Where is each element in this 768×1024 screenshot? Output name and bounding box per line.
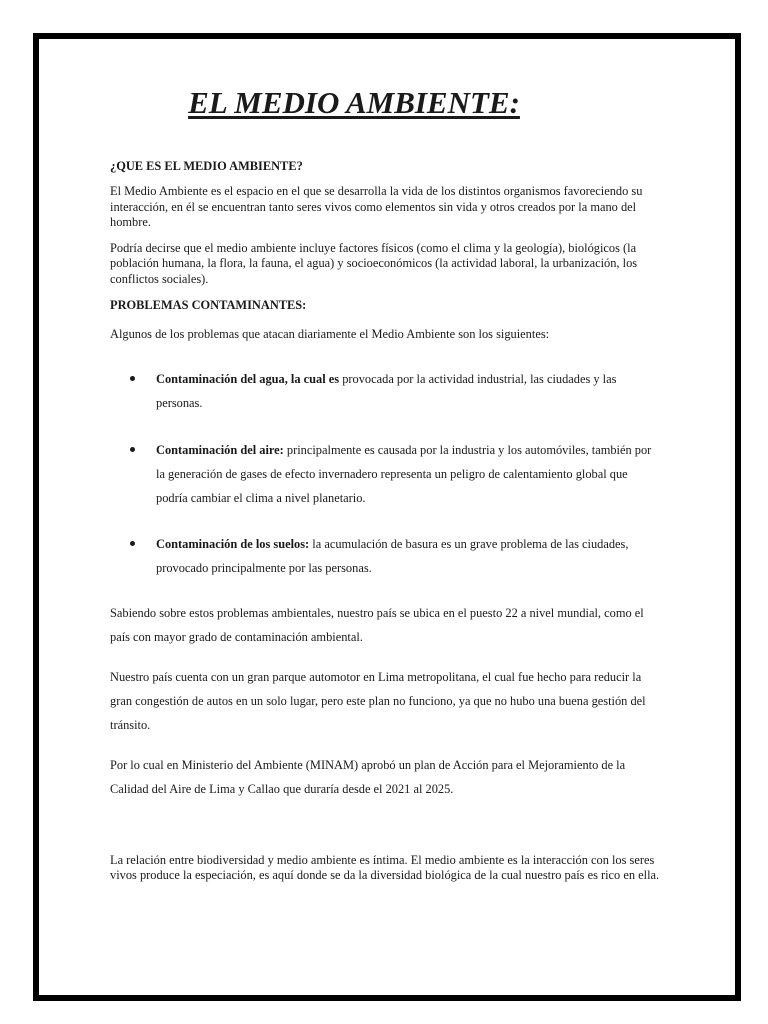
paragraph-ranking: Sabiendo sobre estos problemas ambientales, nuestro país se ubica en el puesto 22 a nivel mundial, como el país con mayor grado de contaminación ambiental. (110, 605, 644, 644)
bullet-icon (130, 376, 135, 381)
section-heading-problemas: PROBLEMAS CONTAMINANTES: (110, 298, 307, 312)
bullet-text: provocada por la actividad industrial, las ciudades y las personas. (156, 371, 617, 410)
paragraph-definition: El Medio Ambiente es el espacio en el que se desarrolla la vida de los distintos organismos favoreciendo su interacción, en él se encuentran tanto seres vivos como elementos sin vida y otros creados por la mano del hombre. (110, 184, 643, 229)
bullet-icon (130, 447, 135, 452)
paragraph-minam: Por lo cual en Ministerio del Ambiente (MINAM) aprobó un plan de Acción para el Mejoramiento de la Calidad del Aire de Lima y Callao que duraría desde el 2021 al 2025. (110, 757, 626, 796)
paragraph-traffic: Nuestro país cuenta con un gran parque automotor en Lima metropolitana, el cual fue hecho para reducir la gran congestión de autos en un solo lugar, pero este plan no funciono, ya que no hubo una buena gestión del tránsito. (110, 669, 646, 732)
paragraph-problems-intro: Algunos de los problemas que atacan diariamente el Medio Ambiente son los siguientes: (110, 327, 550, 341)
list-item-soil (110, 532, 662, 580)
bullet-icon (130, 541, 135, 546)
document-title: EL MEDIO AMBIENTE: (188, 85, 520, 120)
bullet-text: la acumulación de basura es un grave problema de las ciudades, provocado principalmente por las personas. (156, 536, 629, 575)
bullet-label: Contaminación del aire: (156, 442, 284, 457)
problems-list (110, 367, 662, 580)
bullet-label: Contaminación de los suelos: (156, 536, 310, 551)
paragraph-factors: Podría decirse que el medio ambiente incluye factores físicos (como el clima y la geología), biológicos (la población humana, la flora, la fauna, el agua) y socioeconómicos (la actividad laboral, la urbanización, los conflictos sociales). (110, 240, 638, 286)
bullet-text: principalmente es causada por la industria y los automóviles, también por la generación de gases de efecto invernadero representa un peligro de calentamiento global que podría cambiar el clima a nivel planetario. (156, 442, 652, 505)
list-item-water (110, 367, 662, 415)
list-item-air (110, 438, 662, 510)
document-body (110, 158, 662, 894)
bullet-label: Contaminación del agua, la cual es (156, 371, 340, 386)
section-heading-que-es: ¿QUE ES EL MEDIO AMBIENTE? (110, 159, 303, 173)
paragraph-biodiversity: La relación entre biodiversidad y medio ambiente es íntima. El medio ambiente es la interacción con los seres vivos produce la especiación, es aquí donde se da la diversidad biológica de la cual nuestro país es rico en ella. (110, 852, 660, 882)
